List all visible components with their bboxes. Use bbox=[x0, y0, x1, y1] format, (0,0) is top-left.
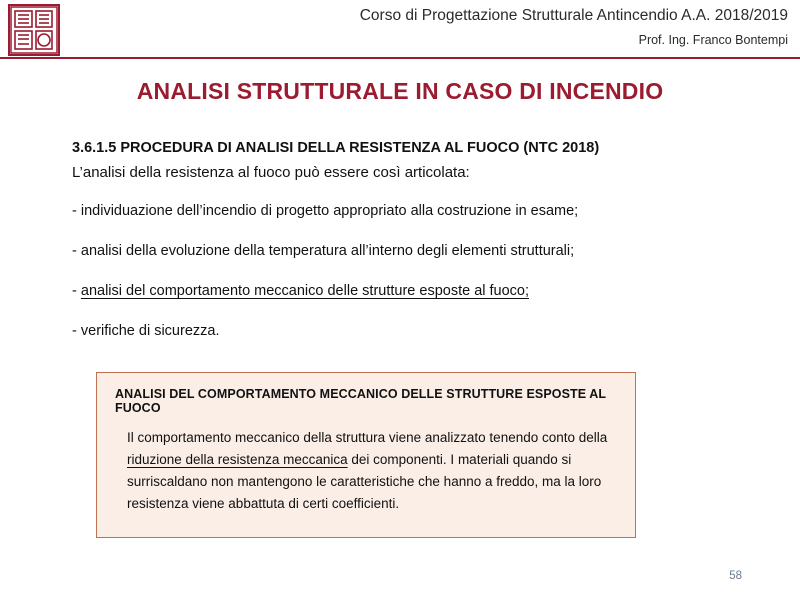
callout-box bbox=[96, 372, 636, 538]
bullet-text: analisi della evoluzione della temperatura all’interno degli elementi strutturali; bbox=[80, 243, 575, 259]
bullet-text: verifiche di sicurezza. bbox=[80, 323, 220, 339]
header-divider bbox=[0, 57, 800, 59]
bullet-item-4 bbox=[72, 323, 772, 339]
slide-header bbox=[0, 0, 800, 60]
callout-text-part-1: Il comportamento meccanico della struttura viene analizzato tenendo conto della bbox=[127, 430, 608, 445]
bullet-marker: - bbox=[72, 283, 77, 299]
header-text-block bbox=[360, 6, 788, 49]
course-title: Corso di Progettazione Strutturale Antincendio A.A. 2018/2019 bbox=[359, 7, 788, 24]
bullet-item-3 bbox=[72, 283, 772, 299]
bullet-item-1 bbox=[72, 203, 772, 219]
callout-body bbox=[115, 427, 617, 515]
page-number: 58 bbox=[729, 570, 742, 582]
callout-text-underlined: riduzione della resistenza meccanica bbox=[127, 452, 348, 467]
professor-name: Prof. Ing. Franco Bontempi bbox=[638, 33, 788, 47]
bullet-marker: - bbox=[72, 243, 77, 259]
bullet-text: individuazione dell’incendio di progetto appropriato alla costruzione in esame; bbox=[80, 203, 579, 219]
bullet-marker: - bbox=[72, 203, 77, 219]
bullet-marker: - bbox=[72, 323, 77, 339]
intro-line: L’analisi della resistenza al fuoco può essere così articolata: bbox=[72, 164, 470, 181]
bullet-text: analisi del comportamento meccanico delle strutture esposte al fuoco; bbox=[80, 283, 530, 299]
sapienza-seal-logo bbox=[8, 4, 60, 56]
section-heading: 3.6.1.5 PROCEDURA DI ANALISI DELLA RESISTENZA AL FUOCO (NTC 2018) bbox=[72, 140, 600, 156]
slide-body bbox=[72, 140, 772, 339]
bullet-item-2 bbox=[72, 243, 772, 259]
page-title: ANALISI STRUTTURALE IN CASO DI INCENDIO bbox=[136, 78, 664, 104]
callout-title: ANALISI DEL COMPORTAMENTO MECCANICO DELLE STRUTTURE ESPOSTE AL FUOCO bbox=[115, 387, 606, 415]
callout-text-part-2: dei componenti. I materiali quando si surriscaldano non mantengono le caratteristiche che hanno a freddo, ma la loro resistenza viene abbattuta di certi coefficienti. bbox=[127, 452, 602, 511]
